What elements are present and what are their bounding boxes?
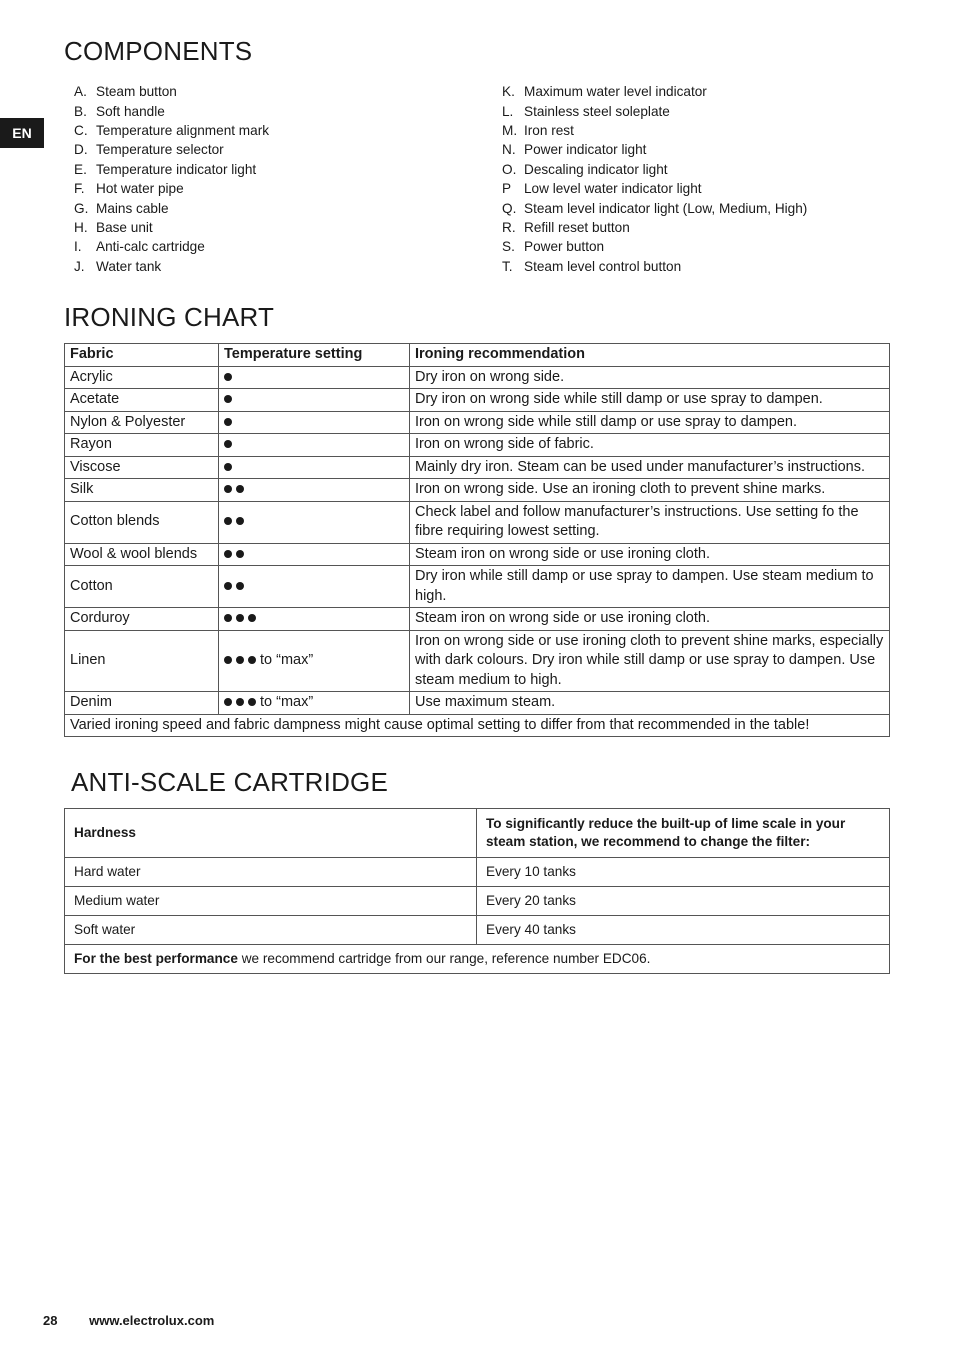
table-row (65, 411, 890, 434)
temperature-cell (219, 543, 410, 566)
fabric-cell: Wool & wool blends (65, 543, 219, 566)
component-item (502, 198, 807, 217)
header-temperature: Temperature setting (219, 344, 410, 367)
recommendation-cell: Iron on wrong side or use ironing cloth to prevent shine marks, especially with dark colours. Dry iron while still damp or use spray to dampen. Use steam medium to high. (410, 630, 890, 692)
components-title: COMPONENTS (64, 36, 253, 66)
component-label: Maximum water level indicator (524, 84, 707, 100)
component-label: Power button (524, 239, 605, 255)
component-item (74, 257, 269, 276)
component-letter: T. (502, 258, 513, 274)
component-letter: R. (502, 219, 516, 235)
component-label: Mains cable (96, 200, 169, 216)
table-footnote-row (65, 714, 890, 737)
component-item (502, 237, 807, 256)
temperature-suffix: to “max” (260, 694, 314, 710)
component-item (502, 121, 807, 140)
components-list-left (74, 82, 269, 276)
temperature-cell (219, 456, 410, 479)
temperature-cell (219, 692, 410, 715)
temperature-dot-icon (248, 698, 256, 706)
table-row (65, 501, 890, 543)
component-letter: F. (74, 181, 85, 197)
temperature-dot-icon (248, 614, 256, 622)
fabric-cell: Cotton blends (65, 501, 219, 543)
recommendation-cell: Every 10 tanks (477, 858, 890, 887)
component-item (74, 237, 269, 256)
table-row (65, 916, 890, 945)
recommendation-cell: Use maximum steam. (410, 692, 890, 715)
component-label: Temperature alignment mark (96, 122, 270, 138)
component-item (502, 257, 807, 276)
component-label: Temperature selector (96, 142, 224, 158)
recommendation-cell: Steam iron on wrong side or use ironing cloth. (410, 543, 890, 566)
fabric-cell: Silk (65, 479, 219, 502)
temperature-dot-icon (224, 517, 232, 525)
component-label: Low level water indicator light (524, 181, 702, 197)
component-label: Soft handle (96, 103, 165, 119)
table-row (65, 366, 890, 389)
component-label: Hot water pipe (96, 181, 184, 197)
component-label: Steam level indicator light (Low, Medium, High) (524, 200, 808, 216)
table-row (65, 692, 890, 715)
temperature-dot-icon (236, 517, 244, 525)
performance-note (65, 945, 890, 974)
component-letter: E. (74, 161, 87, 177)
recommendation-cell: Check label and follow manufacturer’s instructions. Use setting fo the fibre requiring lowest setting. (410, 501, 890, 543)
fabric-cell: Viscose (65, 456, 219, 479)
fabric-cell: Cotton (65, 566, 219, 608)
component-item (74, 140, 269, 159)
component-label: Iron rest (524, 122, 574, 138)
component-letter: D. (74, 142, 88, 158)
recommendation-cell: Iron on wrong side while still damp or use spray to dampen. (410, 411, 890, 434)
table-row (65, 566, 890, 608)
temperature-dot-icon (224, 485, 232, 493)
component-letter: A. (74, 84, 87, 100)
ironing-chart-title: IRONING CHART (64, 302, 275, 332)
temperature-cell (219, 566, 410, 608)
components-list-right (502, 82, 807, 276)
component-letter: B. (74, 103, 87, 119)
table-row (65, 858, 890, 887)
component-letter: N. (502, 142, 516, 158)
component-letter: J. (74, 258, 85, 274)
temperature-dot-icon (224, 463, 232, 471)
temperature-dot-icon (224, 440, 232, 448)
temperature-cell (219, 411, 410, 434)
component-letter: L. (502, 103, 514, 119)
component-item (502, 82, 807, 101)
table-row (65, 630, 890, 692)
temperature-dot-icon (224, 373, 232, 381)
temperature-dot-icon (236, 485, 244, 493)
component-item (502, 160, 807, 179)
anti-scale-table (64, 808, 890, 974)
temperature-dot-icon (224, 395, 232, 403)
temperature-dot-icon (224, 550, 232, 558)
component-item (74, 160, 269, 179)
temperature-cell (219, 630, 410, 692)
component-item (502, 101, 807, 120)
temperature-cell (219, 389, 410, 412)
component-letter: I. (74, 239, 82, 255)
temperature-dot-icon (248, 656, 256, 664)
component-label: Steam button (96, 84, 177, 100)
hardness-cell: Soft water (65, 916, 477, 945)
header-filter-recommendation: To significantly reduce the built-up of lime scale in your steam station, we recommend to change the filter: (477, 809, 890, 858)
component-item (502, 140, 807, 159)
component-letter: K. (502, 84, 515, 100)
header-hardness: Hardness (65, 809, 477, 858)
language-tab: EN (0, 118, 44, 148)
anti-scale-title: ANTI-SCALE CARTRIDGE (71, 767, 389, 797)
component-item (502, 179, 807, 198)
fabric-cell: Acrylic (65, 366, 219, 389)
table-row (65, 543, 890, 566)
temperature-dot-icon (224, 418, 232, 426)
fabric-cell: Linen (65, 630, 219, 692)
hardness-cell: Medium water (65, 887, 477, 916)
recommendation-cell: Every 20 tanks (477, 887, 890, 916)
table-row (65, 389, 890, 412)
recommendation-cell: Steam iron on wrong side or use ironing cloth. (410, 608, 890, 631)
performance-note-bold: For the best performance (74, 951, 238, 966)
header-fabric: Fabric (65, 344, 219, 367)
component-label: Power indicator light (524, 142, 647, 158)
temperature-cell (219, 479, 410, 502)
table-row (65, 434, 890, 457)
table-header-row (65, 344, 890, 367)
component-label: Refill reset button (524, 219, 630, 235)
component-item (74, 179, 269, 198)
table-footnote: Varied ironing speed and fabric dampness might cause optimal setting to differ from that recommended in the table! (65, 714, 890, 737)
temperature-dot-icon (236, 698, 244, 706)
table-row (65, 456, 890, 479)
component-letter: S. (502, 239, 515, 255)
component-letter: M. (502, 122, 518, 138)
recommendation-cell: Dry iron on wrong side. (410, 366, 890, 389)
component-item (74, 82, 269, 101)
component-item (74, 101, 269, 120)
website-link[interactable]: www.electrolux.com (89, 1313, 215, 1328)
component-letter: Q. (502, 200, 517, 216)
fabric-cell: Acetate (65, 389, 219, 412)
table-row (65, 887, 890, 916)
table-row (65, 479, 890, 502)
table-header-row (65, 809, 890, 858)
page-footer (43, 1313, 242, 1328)
recommendation-cell: Dry iron on wrong side while still damp or use spray to dampen. (410, 389, 890, 412)
component-item (74, 218, 269, 237)
temperature-dot-icon (236, 656, 244, 664)
temperature-dot-icon (224, 582, 232, 590)
temperature-dot-icon (236, 550, 244, 558)
component-label: Temperature indicator light (96, 161, 257, 177)
temperature-dot-icon (236, 614, 244, 622)
recommendation-cell: Dry iron while still damp or use spray to dampen. Use steam medium to high. (410, 566, 890, 608)
recommendation-cell: Iron on wrong side of fabric. (410, 434, 890, 457)
hardness-cell: Hard water (65, 858, 477, 887)
temperature-suffix: to “max” (260, 652, 314, 668)
temperature-dot-icon (224, 698, 232, 706)
temperature-cell (219, 501, 410, 543)
component-letter: C. (74, 122, 88, 138)
temperature-dot-icon (224, 656, 232, 664)
fabric-cell: Denim (65, 692, 219, 715)
ironing-chart-table (64, 343, 890, 737)
component-item (502, 218, 807, 237)
component-label: Water tank (96, 258, 162, 274)
component-letter: H. (74, 219, 88, 235)
recommendation-cell: Every 40 tanks (477, 916, 890, 945)
temperature-cell (219, 608, 410, 631)
component-letter: P (502, 181, 512, 197)
recommendation-cell: Mainly dry iron. Steam can be used under manufacturer’s instructions. (410, 456, 890, 479)
component-label: Steam level control button (524, 258, 682, 274)
component-label: Base unit (96, 219, 153, 235)
fabric-cell: Nylon & Polyester (65, 411, 219, 434)
temperature-dot-icon (224, 614, 232, 622)
performance-note-text: we recommend cartridge from our range, reference number EDC06. (237, 951, 651, 966)
component-item (74, 198, 269, 217)
component-label: Stainless steel soleplate (524, 103, 670, 119)
component-letter: G. (74, 200, 89, 216)
component-label: Descaling indicator light (524, 161, 668, 177)
table-row (65, 608, 890, 631)
fabric-cell: Corduroy (65, 608, 219, 631)
header-recommendation: Ironing recommendation (410, 344, 890, 367)
temperature-cell (219, 434, 410, 457)
temperature-cell (219, 366, 410, 389)
component-letter: O. (502, 161, 517, 177)
page-number: 28 (43, 1313, 58, 1328)
temperature-dot-icon (236, 582, 244, 590)
component-item (74, 121, 269, 140)
component-label: Anti-calc cartridge (96, 239, 205, 255)
recommendation-cell: Iron on wrong side. Use an ironing cloth to prevent shine marks. (410, 479, 890, 502)
fabric-cell: Rayon (65, 434, 219, 457)
table-row (65, 945, 890, 974)
